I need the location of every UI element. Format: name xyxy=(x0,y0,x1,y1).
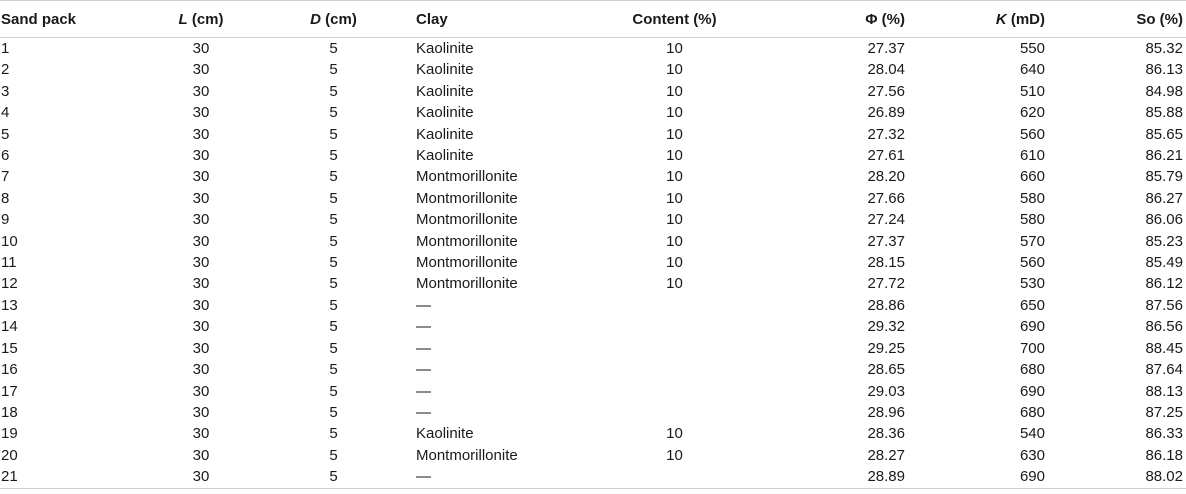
cell-length: 30 xyxy=(192,275,210,293)
cell-porosity: 27.37 xyxy=(867,40,905,57)
cell-content: 10 xyxy=(666,61,683,79)
cell-porosity: 28.86 xyxy=(867,296,905,314)
cell-clay: Montmorillonite xyxy=(416,275,518,293)
cell-oil-saturation: 85.88 xyxy=(1145,104,1183,122)
cell-diameter: 5 xyxy=(329,403,338,421)
cell-porosity: 29.32 xyxy=(867,318,905,336)
cell-diameter: 5 xyxy=(329,40,338,57)
cell-diameter: 5 xyxy=(329,254,338,272)
table-row xyxy=(0,81,1186,102)
table-row xyxy=(0,209,1186,230)
cell-permeability: 640 xyxy=(1019,61,1045,79)
cell-clay: Kaolinite xyxy=(416,147,474,165)
cell-length: 30 xyxy=(192,40,210,57)
cell-diameter: 5 xyxy=(329,125,338,143)
header-length-unit: (cm) xyxy=(187,10,224,28)
cell-clay: Kaolinite xyxy=(416,104,474,122)
cell-sand-pack: 18 xyxy=(1,403,18,421)
cell-oil-saturation: 86.12 xyxy=(1145,275,1183,293)
cell-sand-pack: 21 xyxy=(0,466,131,488)
cell-diameter: 5 xyxy=(329,82,338,100)
cell-clay: Montmorillonite xyxy=(416,446,518,464)
cell-content: 10 xyxy=(666,189,683,207)
cell-oil-saturation: 85.79 xyxy=(1145,168,1183,186)
header-diameter-unit: (cm) xyxy=(321,10,357,28)
table-row xyxy=(0,102,1186,123)
table-row xyxy=(0,445,1186,466)
cell-diameter: 5 xyxy=(271,466,396,488)
cell-sand-pack: 20 xyxy=(1,446,18,464)
cell-content xyxy=(601,402,748,423)
cell-content: 10 xyxy=(666,125,683,143)
cell-permeability: 570 xyxy=(1019,232,1045,250)
header-oil-saturation: So (%) xyxy=(1055,1,1186,38)
cell-oil-saturation: 85.49 xyxy=(1145,254,1183,272)
cell-diameter: 5 xyxy=(329,382,338,400)
header-length xyxy=(131,1,271,38)
cell-oil-saturation: 85.65 xyxy=(1145,125,1183,143)
cell-clay: Kaolinite xyxy=(416,40,474,57)
cell-diameter: 5 xyxy=(329,104,338,122)
cell-porosity: 27.66 xyxy=(867,189,905,207)
cell-permeability: 560 xyxy=(1019,125,1045,143)
cell-permeability: 540 xyxy=(1019,425,1045,443)
table-row xyxy=(0,231,1186,252)
cell-length: 30 xyxy=(192,125,210,143)
cell-permeability: 580 xyxy=(1019,211,1045,229)
header-length-symbol: L xyxy=(178,10,188,28)
cell-diameter: 5 xyxy=(329,275,338,293)
cell-length: 30 xyxy=(192,189,210,207)
cell-clay: Kaolinite xyxy=(416,61,474,79)
cell-sand-pack: 3 xyxy=(1,82,10,100)
cell-oil-saturation: 86.27 xyxy=(1145,189,1183,207)
cell-content: 10 xyxy=(666,275,683,293)
cell-clay: — xyxy=(416,403,431,421)
cell-sand-pack: 10 xyxy=(1,232,18,250)
cell-length: 30 xyxy=(192,104,210,122)
cell-porosity: 27.72 xyxy=(867,275,905,293)
header-permeability-symbol: K xyxy=(995,10,1007,28)
cell-porosity: 27.32 xyxy=(867,125,905,143)
cell-oil-saturation: 87.64 xyxy=(1145,361,1183,379)
header-permeability-unit: (mD) xyxy=(1006,10,1045,28)
table-row xyxy=(0,38,1186,60)
header-diameter xyxy=(271,1,396,38)
cell-porosity: 28.27 xyxy=(867,446,905,464)
cell-permeability: 700 xyxy=(1019,339,1045,357)
cell-clay: Kaolinite xyxy=(416,425,474,443)
cell-length: 30 xyxy=(192,446,210,464)
cell-oil-saturation: 86.06 xyxy=(1145,211,1183,229)
cell-sand-pack: 6 xyxy=(1,147,10,165)
cell-sand-pack: 1 xyxy=(1,40,10,57)
cell-diameter: 5 xyxy=(329,211,338,229)
cell-length: 30 xyxy=(192,361,210,379)
cell-permeability: 660 xyxy=(1019,168,1045,186)
cell-sand-pack: 2 xyxy=(1,61,10,79)
cell-porosity: 28.65 xyxy=(867,361,905,379)
table-row xyxy=(0,273,1186,294)
table-row xyxy=(0,166,1186,187)
cell-sand-pack: 12 xyxy=(1,275,18,293)
cell-length: 30 xyxy=(192,232,210,250)
table-row xyxy=(0,359,1186,380)
cell-clay: Kaolinite xyxy=(416,82,474,100)
cell-content xyxy=(601,466,748,488)
cell-content: 10 xyxy=(666,82,683,100)
cell-sand-pack: 16 xyxy=(1,361,18,379)
cell-length: 30 xyxy=(192,82,210,100)
cell-permeability: 680 xyxy=(1019,361,1045,379)
cell-length: 30 xyxy=(131,466,271,488)
cell-oil-saturation: 86.33 xyxy=(1145,425,1183,443)
cell-length: 30 xyxy=(192,339,210,357)
cell-content xyxy=(601,381,748,402)
cell-length: 30 xyxy=(192,254,210,272)
cell-length: 30 xyxy=(192,425,210,443)
cell-porosity: 27.24 xyxy=(867,211,905,229)
cell-porosity: 27.56 xyxy=(867,82,905,100)
cell-content: 10 xyxy=(666,168,683,186)
cell-oil-saturation: 86.18 xyxy=(1145,446,1183,464)
cell-clay: — xyxy=(416,296,431,314)
cell-porosity: 27.61 xyxy=(867,147,905,165)
cell-diameter: 5 xyxy=(329,147,338,165)
cell-clay: Montmorillonite xyxy=(416,211,518,229)
header-permeability xyxy=(913,1,1055,38)
cell-permeability: 690 xyxy=(1019,382,1045,400)
cell-sand-pack: 4 xyxy=(1,104,10,122)
cell-content xyxy=(601,295,748,316)
cell-oil-saturation: 84.98 xyxy=(1145,82,1183,100)
cell-porosity: 27.37 xyxy=(867,232,905,250)
cell-diameter: 5 xyxy=(329,232,338,250)
cell-porosity: 28.15 xyxy=(867,254,905,272)
cell-porosity: 28.89 xyxy=(748,466,913,488)
cell-clay: Montmorillonite xyxy=(416,232,518,250)
cell-porosity: 28.20 xyxy=(867,168,905,186)
cell-content: 10 xyxy=(666,104,683,122)
cell-content xyxy=(601,359,748,380)
cell-length: 30 xyxy=(192,382,210,400)
header-row xyxy=(0,1,1186,38)
header-clay: Clay xyxy=(396,1,601,38)
cell-length: 30 xyxy=(192,403,210,421)
cell-content: 10 xyxy=(666,40,683,57)
cell-length: 30 xyxy=(192,296,210,314)
cell-diameter: 5 xyxy=(329,425,338,443)
cell-permeability: 510 xyxy=(1019,82,1045,100)
cell-length: 30 xyxy=(192,211,210,229)
cell-diameter: 5 xyxy=(329,339,338,357)
cell-content xyxy=(601,338,748,359)
cell-clay: Kaolinite xyxy=(416,125,474,143)
cell-length: 30 xyxy=(192,147,210,165)
table-row xyxy=(0,466,1186,488)
cell-diameter: 5 xyxy=(329,61,338,79)
cell-content: 10 xyxy=(666,425,683,443)
cell-permeability: 650 xyxy=(1019,296,1045,314)
table-row xyxy=(0,423,1186,444)
header-sand-pack: Sand pack xyxy=(0,1,131,38)
cell-content: 10 xyxy=(666,232,683,250)
header-porosity: Φ (%) xyxy=(748,1,913,38)
table-row xyxy=(0,252,1186,273)
cell-permeability: 690 xyxy=(913,466,1055,488)
cell-diameter: 5 xyxy=(329,446,338,464)
cell-clay: — xyxy=(416,318,431,336)
cell-permeability: 630 xyxy=(1019,446,1045,464)
cell-sand-pack: 15 xyxy=(1,339,18,357)
table-row xyxy=(0,381,1186,402)
cell-permeability: 680 xyxy=(1019,403,1045,421)
cell-sand-pack: 5 xyxy=(1,125,10,143)
cell-clay: Montmorillonite xyxy=(416,254,518,272)
table-row xyxy=(0,124,1186,145)
table-row xyxy=(0,316,1186,337)
cell-porosity: 28.04 xyxy=(867,61,905,79)
cell-content: 10 xyxy=(666,446,683,464)
table-row xyxy=(0,188,1186,209)
cell-length: 30 xyxy=(192,168,210,186)
cell-porosity: 28.96 xyxy=(867,403,905,421)
cell-oil-saturation: 88.13 xyxy=(1145,382,1183,400)
cell-content: 10 xyxy=(666,147,683,165)
cell-clay: — xyxy=(396,466,601,488)
cell-oil-saturation: 86.21 xyxy=(1145,147,1183,165)
table-body xyxy=(0,38,1186,489)
cell-oil-saturation: 87.56 xyxy=(1145,296,1183,314)
table-row xyxy=(0,338,1186,359)
cell-content: 10 xyxy=(666,211,683,229)
cell-permeability: 550 xyxy=(1019,40,1045,57)
cell-porosity: 28.36 xyxy=(867,425,905,443)
cell-permeability: 620 xyxy=(1019,104,1045,122)
cell-oil-saturation: 88.45 xyxy=(1145,339,1183,357)
cell-content xyxy=(601,316,748,337)
cell-porosity: 26.89 xyxy=(867,104,905,122)
cell-sand-pack: 11 xyxy=(1,254,17,272)
header-diameter-symbol: D xyxy=(310,10,321,28)
cell-oil-saturation: 87.25 xyxy=(1145,403,1183,421)
cell-length: 30 xyxy=(192,61,210,79)
cell-diameter: 5 xyxy=(329,189,338,207)
table-row xyxy=(0,145,1186,166)
cell-clay: — xyxy=(416,339,431,357)
cell-oil-saturation: 86.56 xyxy=(1145,318,1183,336)
cell-permeability: 690 xyxy=(1019,318,1045,336)
cell-diameter: 5 xyxy=(329,168,338,186)
cell-oil-saturation: 85.32 xyxy=(1145,40,1183,57)
header-content: Content (%) xyxy=(601,1,748,38)
cell-permeability: 610 xyxy=(1019,147,1045,165)
cell-sand-pack: 17 xyxy=(1,382,18,400)
cell-porosity: 29.25 xyxy=(867,339,905,357)
cell-clay: Montmorillonite xyxy=(416,189,518,207)
table-row xyxy=(0,402,1186,423)
cell-length: 30 xyxy=(192,318,210,336)
cell-oil-saturation: 85.23 xyxy=(1145,232,1183,250)
cell-diameter: 5 xyxy=(329,296,338,314)
cell-sand-pack: 14 xyxy=(1,318,18,336)
cell-sand-pack: 13 xyxy=(1,296,18,314)
cell-sand-pack: 9 xyxy=(1,211,10,229)
cell-clay: — xyxy=(416,361,431,379)
cell-oil-saturation: 88.02 xyxy=(1055,466,1186,488)
cell-porosity: 29.03 xyxy=(867,382,905,400)
table-header xyxy=(0,1,1186,38)
cell-permeability: 530 xyxy=(1019,275,1045,293)
cell-diameter: 5 xyxy=(329,318,338,336)
cell-permeability: 560 xyxy=(1019,254,1045,272)
cell-sand-pack: 19 xyxy=(1,425,18,443)
cell-clay: Montmorillonite xyxy=(416,168,518,186)
cell-clay: — xyxy=(416,382,431,400)
cell-content: 10 xyxy=(666,254,683,272)
cell-permeability: 580 xyxy=(1019,189,1045,207)
cell-diameter: 5 xyxy=(329,361,338,379)
cell-sand-pack: 8 xyxy=(1,189,10,207)
table-row xyxy=(0,59,1186,80)
cell-sand-pack: 7 xyxy=(1,168,10,186)
table-row xyxy=(0,295,1186,316)
cell-oil-saturation: 86.13 xyxy=(1145,61,1183,79)
